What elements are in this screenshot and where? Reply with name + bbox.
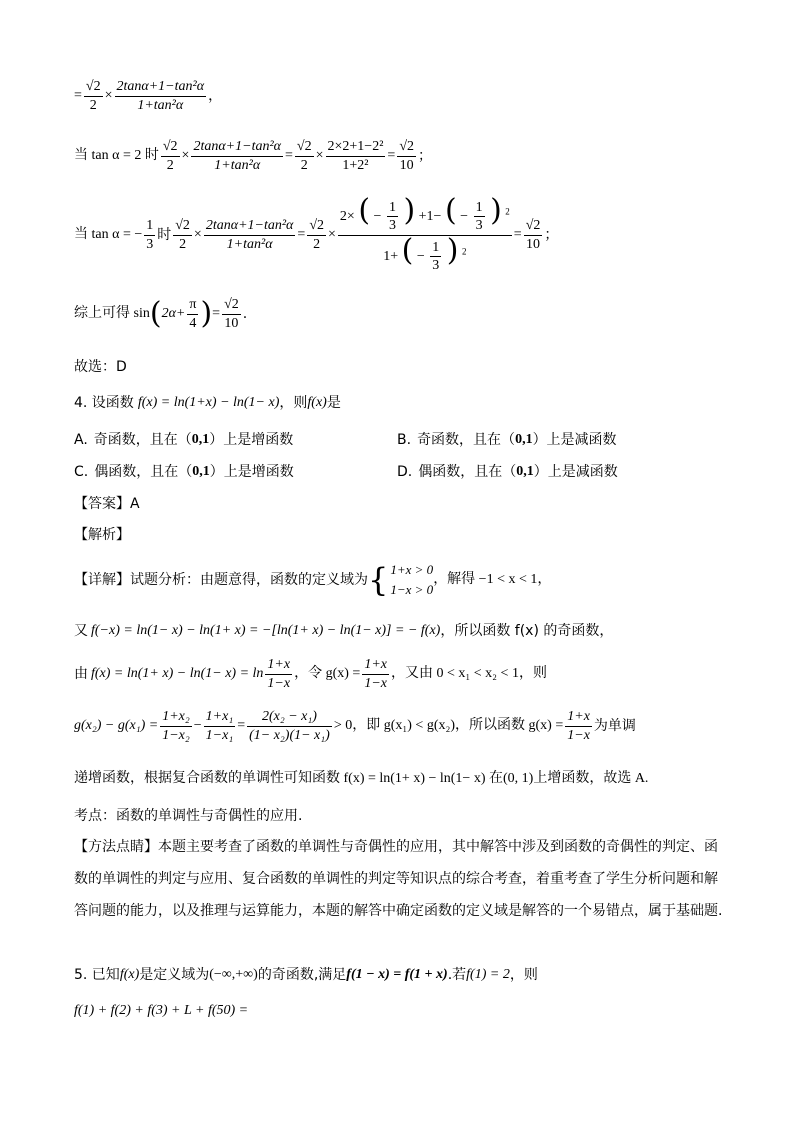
q4-stem (74, 396, 341, 410)
line-text: ，所以函数 f(x) 的奇函数， (440, 623, 614, 639)
option-text: ）上是增函数 (209, 464, 294, 480)
q5-condition: f(1 − x) = f(1 + x) (346, 967, 448, 982)
q5-text: ，则 (509, 967, 538, 983)
num-part: +1− (418, 209, 442, 224)
q5-text: 是定义域为 (139, 967, 210, 983)
q4-option-b[interactable] (397, 433, 617, 447)
numerator: 1+x (267, 657, 291, 672)
fraction-1px-1mx (265, 656, 292, 692)
fraction-big-substituted (338, 193, 512, 275)
q4-method-line-3: 答问题的能力，以及推理与运算能力，本题的解答中确定函数的定义域是解答的一个易错点，属于基础题. (74, 903, 723, 919)
fraction-tan-expression (115, 78, 207, 114)
q4-answer: 【答案】A (74, 496, 140, 512)
fraction-substituted (326, 138, 386, 174)
denominator: 1−x₁ (205, 727, 234, 743)
denominator: 3 (388, 218, 396, 234)
numerator: 1 (388, 199, 396, 215)
numerator: √2 (399, 139, 414, 154)
denominator: 1+tan²α (115, 96, 207, 115)
option-text: 偶函数，且在（ (418, 464, 517, 480)
q4-function: f(x) = ln(1+x) − ln(1− x) (137, 395, 280, 410)
inequality-2: 1−x > 0 (390, 582, 434, 598)
denominator: 3 (146, 236, 154, 252)
denominator: 2 (295, 156, 314, 175)
inequality: > 0 (333, 718, 353, 733)
q4-detail-line (74, 560, 551, 600)
numerator: √2 (85, 79, 101, 94)
line-text: 由 (74, 666, 88, 682)
numerator: 1 (475, 199, 483, 215)
detail-text: ，解得 −1 < x < 1， (433, 572, 552, 588)
option-text: 奇函数，且在（ (417, 432, 516, 448)
denominator: 4 (187, 314, 198, 333)
fraction-sqrt2-over-2 (84, 78, 103, 114)
option-label: A. (74, 432, 88, 448)
denominator: 1+tan²α (191, 156, 283, 175)
numerator: 2(x₂ − x₁) (261, 709, 317, 724)
numerator: √2 (309, 218, 324, 234)
times-sign: × (193, 227, 202, 243)
q5-stem (74, 968, 538, 982)
fraction-one-third (474, 199, 485, 235)
fraction-sqrt2-over-2 (295, 138, 314, 174)
denominator: 10 (222, 314, 241, 333)
q4-method-line-1: 【方法点睛】本题主要考查了函数的单调性与奇偶性的应用，其中解答中涉及到函数的奇偶性的判定、函 (74, 839, 718, 855)
inequality-1: 1+x > 0 (390, 562, 434, 577)
paren-close: ) (446, 232, 459, 268)
numerator: 1+x₂ (162, 709, 190, 724)
times-sign: × (104, 88, 113, 103)
option-interval: 0,1 (191, 432, 210, 447)
punctuation: ； (418, 148, 432, 164)
q4-option-d[interactable] (397, 465, 618, 479)
option-text: 偶函数，且在（ (94, 464, 193, 480)
numerator: √2 (296, 139, 312, 154)
num-part: 2× (339, 209, 355, 224)
option-label: C. (74, 464, 89, 480)
q4-kaodian: 考点：函数的单调性与奇偶性的应用. (74, 808, 303, 824)
times-sign: × (315, 148, 324, 163)
punctuation: ， (208, 88, 223, 104)
denominator: 1−x (364, 675, 387, 691)
fraction-x1 (204, 708, 236, 744)
prev-line-1 (74, 78, 222, 114)
odd-expression: f(−x) = ln(1− x) − ln(1+ x) = −[ln(1+ x) − ln(1− x)] = − f(x) (91, 623, 441, 638)
fraction-one-third (430, 239, 441, 275)
equals-sign: = (297, 227, 306, 243)
denominator: 10 (524, 235, 543, 254)
paren-open: ( (444, 193, 457, 228)
line-text: ，又由 0 < x₁ < x₂ < 1，则 (391, 666, 547, 681)
minus-sign: − (193, 718, 202, 733)
fraction-result (222, 296, 241, 332)
brace-icon: { (368, 561, 389, 600)
exponent: 2 (461, 246, 467, 257)
paren-open: ( (149, 296, 162, 331)
q4-number: 4. 设函数 (74, 395, 134, 411)
fraction-sqrt2-over-2 (173, 217, 192, 253)
numerator: √2 (224, 297, 239, 312)
paren-open: ( (358, 193, 371, 228)
numerator: √2 (525, 218, 541, 234)
prev-line-case1 (74, 138, 432, 174)
times-sign: × (181, 148, 190, 163)
minus: − (373, 209, 382, 224)
den-part: 1+ (383, 248, 399, 264)
q5-fx: f(x) (119, 967, 140, 982)
fraction-sqrt2-over-2 (307, 217, 326, 253)
argument: 2α+ (161, 306, 186, 321)
q4-stem-text: 是 (326, 395, 341, 411)
ln-expression: f(x) = ln(1+ x) − ln(1− x) = ln (91, 666, 264, 681)
numerator: 2tanα+1−tan²α (193, 139, 282, 154)
detail-text: 【详解】试题分析：由题意得，函数的定义域为 (74, 572, 368, 589)
numerator: 1+x (364, 657, 387, 672)
fraction-result (524, 217, 543, 253)
equals-sign: = (212, 306, 221, 321)
fraction-result (397, 138, 416, 174)
numerator: π (189, 297, 197, 312)
numerator: 1+x₁ (205, 709, 234, 724)
equals-sign: = (237, 718, 246, 733)
line-text: ，令 g(x) = (294, 666, 361, 681)
fraction-x2 (160, 708, 192, 744)
option-text: ）上是增函数 (209, 432, 294, 448)
denominator: 3 (475, 218, 483, 234)
q4-fx: f(x) (307, 395, 327, 410)
paren-close: ) (403, 193, 416, 228)
numerator (338, 193, 512, 235)
denominator: 1+tan²α (204, 235, 296, 254)
exponent: 2 (505, 206, 510, 217)
fraction-difference (247, 708, 332, 744)
option-label: D. (397, 464, 413, 480)
times-sign: × (328, 227, 336, 243)
option-text: ）上是减函数 (532, 432, 617, 448)
q5-text: .若 (447, 967, 467, 983)
fraction-1px-1mx (362, 656, 389, 692)
denominator: 3 (432, 258, 440, 274)
line-text: ，即 g(x₁) < g(x₂)，所以函数 g(x) = (352, 718, 564, 733)
fraction-1px-1mx (565, 708, 592, 744)
paren-close: ) (490, 193, 502, 228)
option-label: B. (397, 432, 412, 448)
option-interval: 0,1 (515, 432, 533, 447)
option-text: ）上是减函数 (533, 464, 618, 480)
option-interval: 0,1 (516, 464, 534, 479)
fraction-tan-expression (204, 217, 296, 253)
numerator: √2 (162, 139, 178, 154)
denominator: 1−x (567, 727, 590, 743)
line-text: 又 (74, 623, 88, 639)
fraction-one-third (144, 217, 155, 253)
q4-monotone-line (74, 708, 636, 744)
line-text: 为单调 (593, 718, 636, 734)
q4-stem-text: ，则 (279, 395, 308, 411)
numerator: 2tanα+1−tan²α (205, 218, 294, 234)
case2-label-end: 时 (157, 227, 172, 244)
denominator: 2 (173, 235, 192, 254)
numerator: 1 (432, 239, 440, 255)
option-interval: 0,1 (192, 464, 210, 479)
denominator: (1− x₂)(1− x₁) (249, 727, 330, 743)
numerator: √2 (175, 218, 190, 234)
q4-analysis-tag: 【解析】 (74, 527, 130, 543)
numerator: 2×2+1−2² (327, 139, 384, 154)
conclusion-label: 综上可得 sin (74, 306, 150, 321)
fraction-sqrt2-over-2 (161, 138, 180, 174)
fraction-tan-expression (191, 138, 283, 174)
paren-close: ) (200, 296, 213, 331)
q5-sum-expression: f(1) + f(2) + f(3) + L + f(50) = (74, 1003, 249, 1018)
numerator: 1+x (567, 709, 590, 724)
q5-number: 5. 已知 (74, 967, 120, 983)
fraction-one-third (387, 199, 398, 235)
denominator: 2 (307, 235, 326, 254)
equals-sign: = (285, 148, 293, 163)
equals-sign: = (387, 148, 396, 163)
prev-conclusion (74, 296, 247, 332)
prev-line-case2 (74, 193, 559, 275)
minus: − (416, 248, 425, 264)
denominator: 10 (397, 156, 416, 175)
q4-conclusion-line: 递增函数，根据复合函数的单调性可知函数 f(x) = ln(1+ x) − ln(1− x) 在(0, 1)上增函数，故选 A. (74, 771, 649, 786)
punctuation: . (242, 306, 248, 322)
numerator: 1 (146, 218, 154, 234)
q4-option-a[interactable] (74, 433, 293, 447)
denominator: 1−x₂ (162, 727, 190, 743)
difference-expression: g(x₂) − g(x₁) = (74, 718, 159, 733)
minus: − (460, 209, 469, 224)
q4-method-line-2: 数的单调性的判定与应用、复合函数的单调性的判定等知识点的综合考查，着重考查了学生分析问题和解 (74, 871, 718, 887)
paren-open: ( (401, 232, 414, 268)
denominator: 2 (84, 96, 103, 115)
inequality-system (390, 560, 433, 600)
equals-sign: = (513, 227, 522, 243)
denominator: 1+2² (326, 156, 386, 175)
q5-text: 的奇函数,满足 (257, 967, 347, 983)
option-text: 奇函数，且在（ (93, 432, 192, 448)
case2-label: 当 tan α = − (74, 227, 143, 243)
fraction-pi-over-4 (187, 296, 198, 332)
denominator: 2 (161, 156, 180, 175)
q4-g-line (74, 656, 547, 692)
q4-option-c[interactable] (74, 465, 294, 479)
denominator (338, 232, 512, 275)
case1-label: 当 tan α = 2 时 (74, 148, 159, 163)
numerator: 2tanα+1−tan²α (116, 79, 205, 94)
punctuation: ； (544, 227, 559, 244)
denominator: 1−x (267, 675, 291, 691)
q5-f1: f(1) = 2 (466, 967, 510, 982)
q4-odd-line (74, 624, 613, 638)
q5-domain: (−∞,+∞) (209, 967, 258, 982)
prev-choice: 故选：D (74, 359, 127, 375)
equals-sign: = (74, 88, 82, 103)
